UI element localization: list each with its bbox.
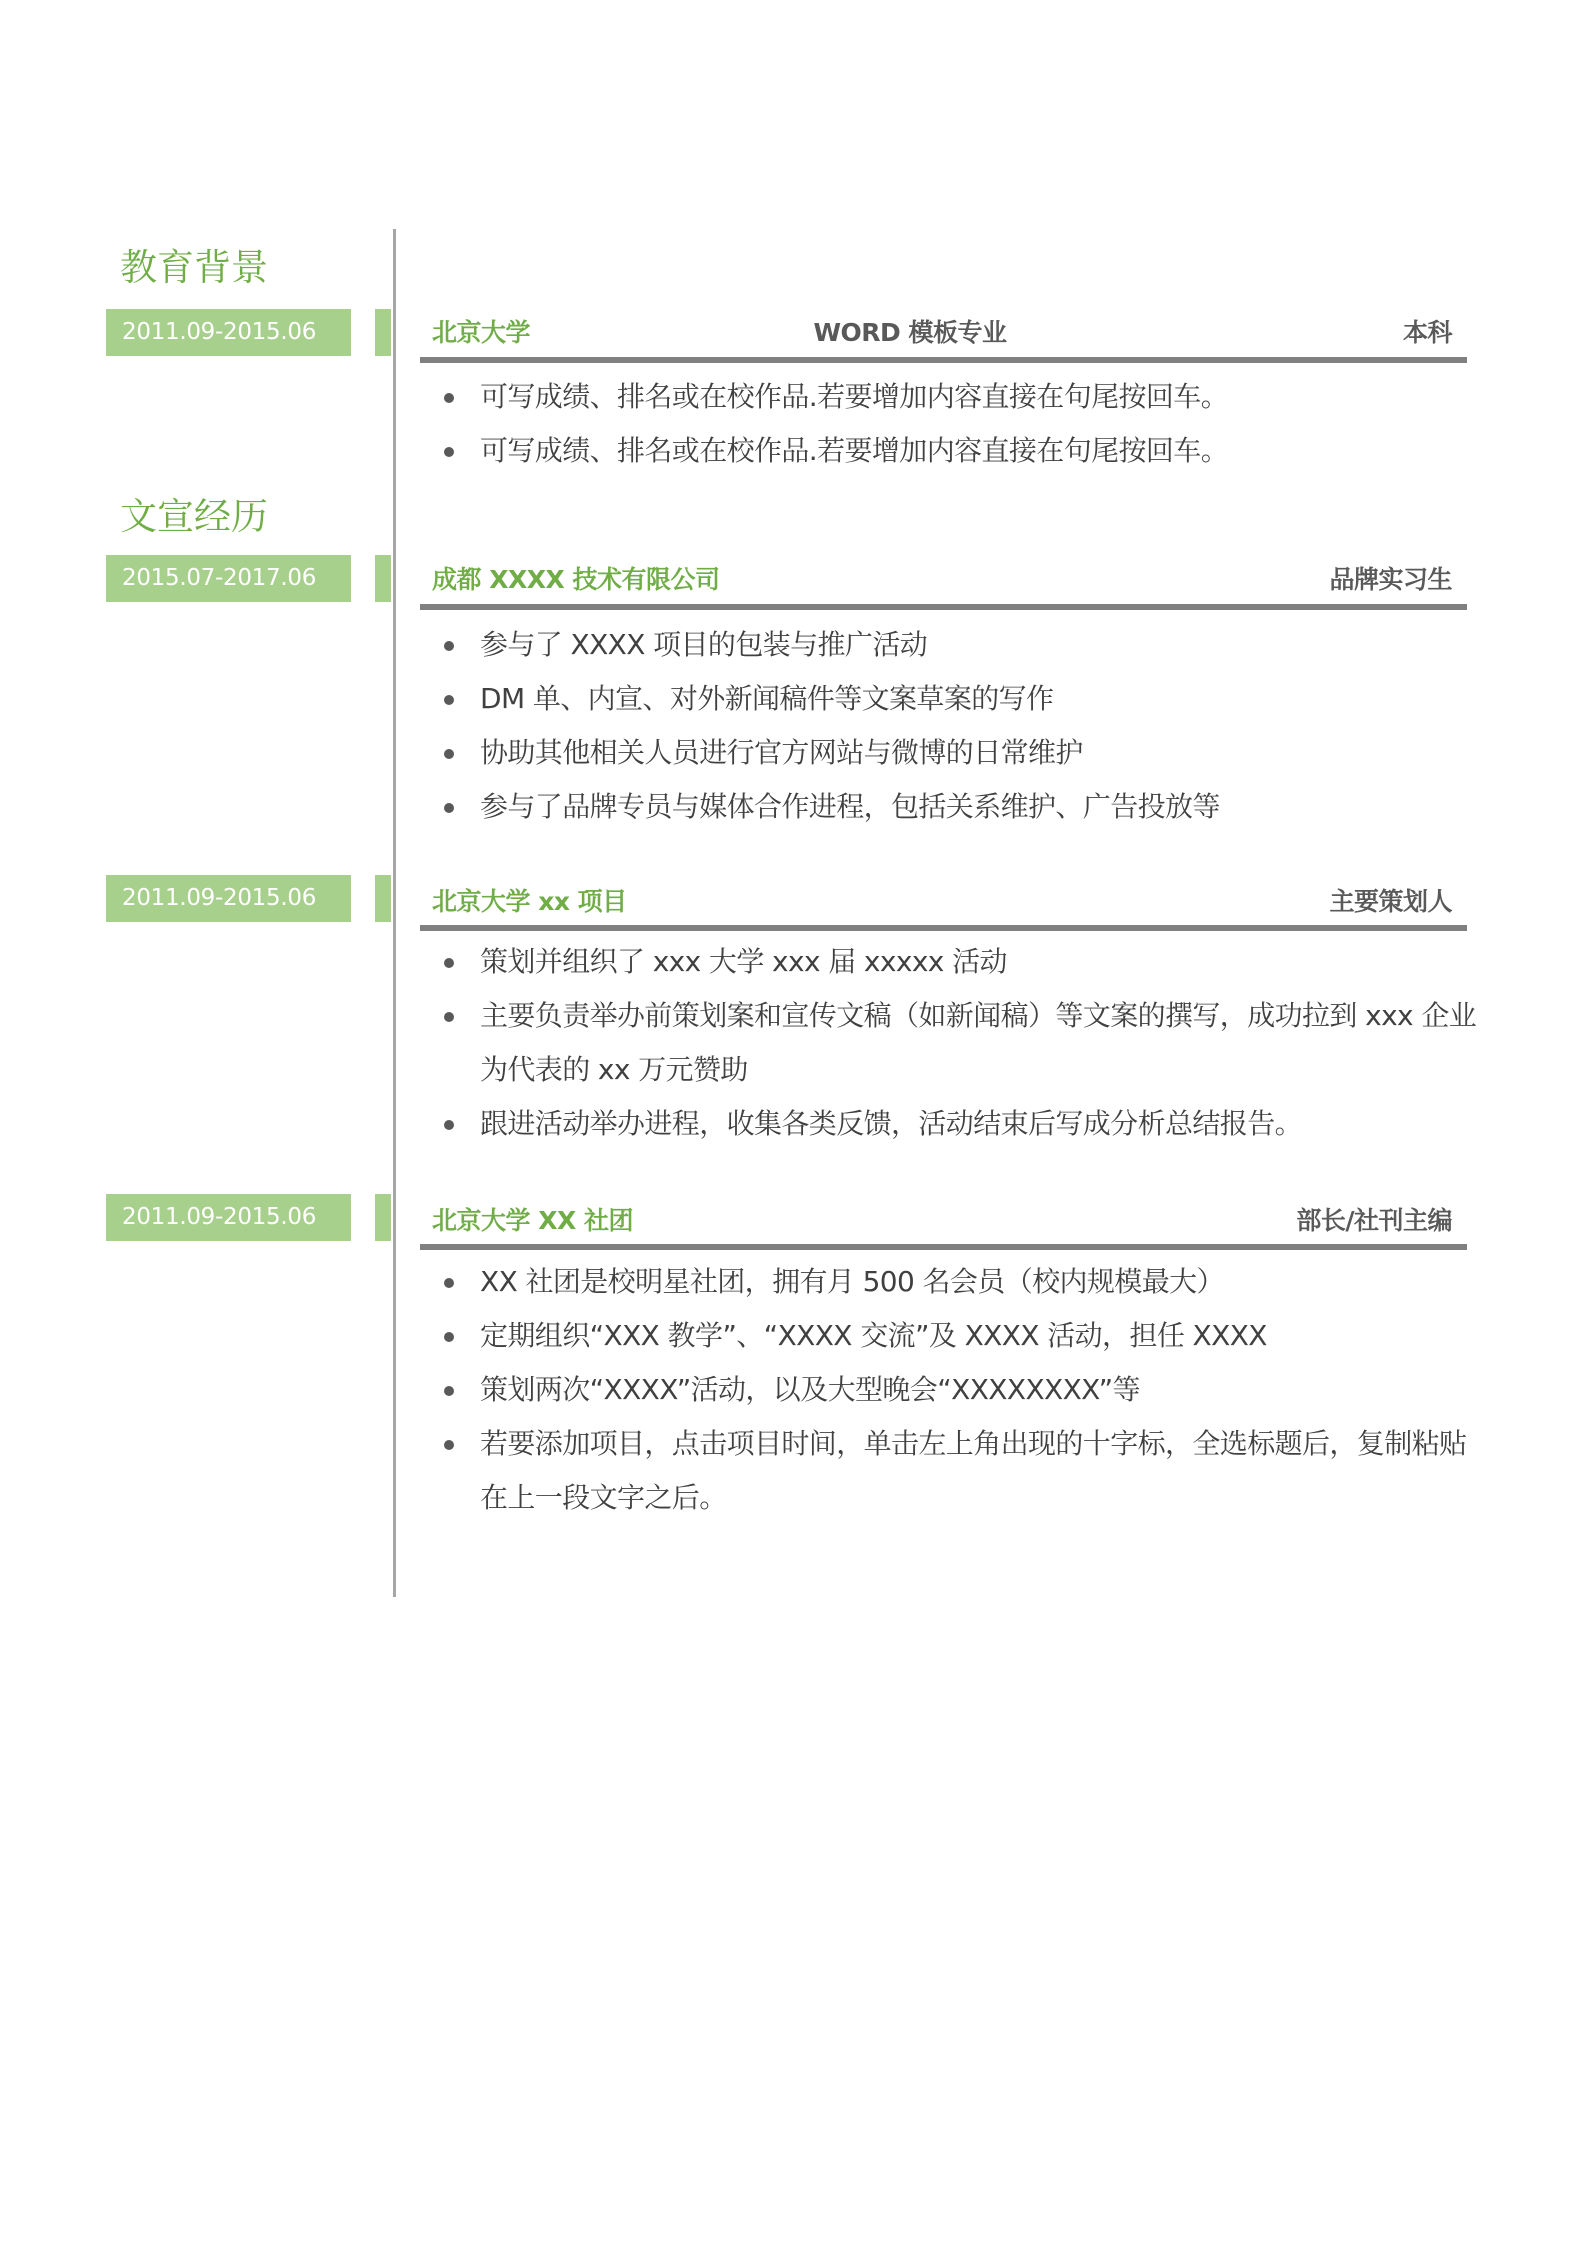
list-item: 主要负责举办前策划案和宣传文稿（如新闻稿）等文案的撰写，成功拉到 xxx 企业为代表的 xx 万元赞助 <box>440 989 1480 1097</box>
bullet-icon <box>444 695 454 705</box>
list-item: 参与了品牌专员与媒体合作进程，包括关系维护、广告投放等 <box>440 780 1480 834</box>
entry-underline <box>420 604 1467 610</box>
bullet-icon <box>444 447 454 457</box>
list-item: 策划两次“XXXX”活动，以及大型晚会“XXXXXXXX”等 <box>440 1363 1480 1417</box>
entry-bullet-list <box>440 370 1480 478</box>
bullet-icon <box>444 393 454 403</box>
entry-role: 部长/社刊主编 <box>1296 1206 1452 1235</box>
entry-date: 2011.09-2015.06 <box>106 875 351 922</box>
entry-date: 2011.09-2015.06 <box>106 309 351 356</box>
entry-header <box>420 882 1467 922</box>
bullet-icon <box>444 1332 454 1342</box>
bullet-icon <box>444 1440 454 1450</box>
section-title-education: 教育背景 <box>120 246 268 289</box>
entry-date: 2011.09-2015.06 <box>106 1194 351 1241</box>
entry-header <box>420 560 1467 600</box>
list-item: 参与了 XXXX 项目的包装与推广活动 <box>440 618 1480 672</box>
entry-role: 品牌实习生 <box>1329 565 1452 594</box>
bullet-icon <box>444 1386 454 1396</box>
entry-underline <box>420 357 1467 363</box>
bullet-icon <box>444 958 454 968</box>
entry-bullet-list <box>440 618 1480 834</box>
entry-header <box>420 313 1467 353</box>
list-item: 定期组织“XXX 教学”、“XXXX 交流”及 XXXX 活动，担任 XXXX <box>440 1309 1480 1363</box>
bullet-icon <box>444 641 454 651</box>
entry-organization: 北京大学 xx 项目 <box>432 887 627 916</box>
entry-organization: 北京大学 <box>432 318 531 347</box>
section-title-experience: 文宣经历 <box>120 495 268 538</box>
entry-header <box>420 1201 1467 1241</box>
entry-underline <box>420 1244 1467 1250</box>
list-item: 可写成绩、排名或在校作品.若要增加内容直接在句尾按回车。 <box>440 424 1480 478</box>
timeline-divider <box>393 229 396 1597</box>
entry-organization: 成都 XXXX 技术有限公司 <box>432 565 720 594</box>
bullet-icon <box>444 1012 454 1022</box>
list-item: 可写成绩、排名或在校作品.若要增加内容直接在句尾按回车。 <box>440 370 1480 424</box>
list-item: 策划并组织了 xxx 大学 xxx 届 xxxxx 活动 <box>440 935 1480 989</box>
list-item: XX 社团是校明星社团，拥有月 500 名会员（校内规模最大） <box>440 1255 1480 1309</box>
bullet-icon <box>444 749 454 759</box>
list-item: 跟进活动举办进程，收集各类反馈，活动结束后写成分析总结报告。 <box>440 1097 1480 1151</box>
bullet-icon <box>444 1278 454 1288</box>
entry-date: 2015.07-2017.06 <box>106 555 351 602</box>
entry-major: WORD 模板专业 <box>813 318 1007 347</box>
list-item: 协助其他相关人员进行官方网站与微博的日常维护 <box>440 726 1480 780</box>
entry-organization: 北京大学 XX 社团 <box>432 1206 633 1235</box>
list-item: DM 单、内宣、对外新闻稿件等文案草案的写作 <box>440 672 1480 726</box>
date-tab-marker <box>375 309 391 356</box>
entry-bullet-list <box>440 935 1480 1151</box>
bullet-icon <box>444 1120 454 1130</box>
date-tab-marker <box>375 555 391 602</box>
date-tab-marker <box>375 875 391 922</box>
entry-underline <box>420 925 1467 931</box>
date-tab-marker <box>375 1194 391 1241</box>
entry-role: 主要策划人 <box>1329 887 1452 916</box>
list-item: 若要添加项目，点击项目时间，单击左上角出现的十字标，全选标题后，复制粘贴在上一段文字之后。 <box>440 1417 1480 1525</box>
entry-bullet-list <box>440 1255 1480 1525</box>
bullet-icon <box>444 803 454 813</box>
entry-role: 本科 <box>1402 318 1452 347</box>
